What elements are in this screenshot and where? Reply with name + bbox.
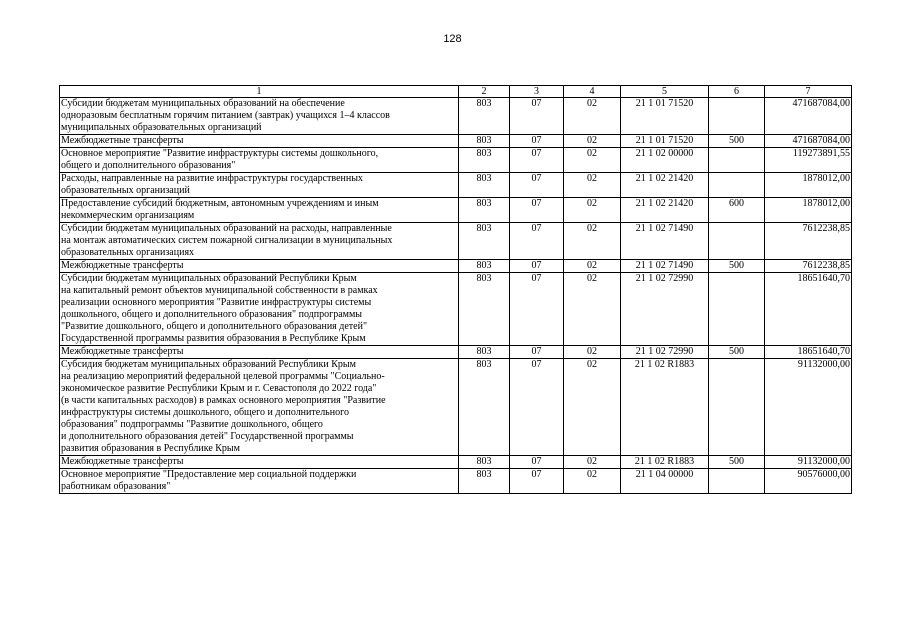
row-admin-code: 803: [459, 198, 510, 223]
table-row: [60, 359, 852, 456]
row-name: Межбюджетные трансферты: [60, 260, 459, 273]
row-target-article: 21 1 02 21420: [621, 198, 709, 223]
row-section: 07: [510, 359, 564, 456]
row-name: Расходы, направленные на развитие инфраструктуры государственных образовательных организаций: [60, 173, 459, 198]
row-subsection: 02: [564, 98, 621, 135]
row-target-article: 21 1 02 21420: [621, 173, 709, 198]
row-subsection: 02: [564, 260, 621, 273]
row-admin-code: 803: [459, 260, 510, 273]
row-amount: 1878012,00: [765, 173, 852, 198]
row-subsection: 02: [564, 456, 621, 469]
table-row: [60, 456, 852, 469]
row-admin-code: 803: [459, 223, 510, 260]
row-subsection: 02: [564, 198, 621, 223]
table-row: [60, 223, 852, 260]
row-amount: 18651640,70: [765, 346, 852, 359]
row-subsection: 02: [564, 173, 621, 198]
table-row: [60, 135, 852, 148]
table-row: [60, 198, 852, 223]
row-subsection: 02: [564, 359, 621, 456]
row-admin-code: 803: [459, 173, 510, 198]
row-amount: 18651640,70: [765, 273, 852, 346]
table-row: [60, 260, 852, 273]
row-target-article: 21 1 01 71520: [621, 98, 709, 135]
row-admin-code: 803: [459, 273, 510, 346]
row-admin-code: 803: [459, 359, 510, 456]
row-target-article: 21 1 02 71490: [621, 223, 709, 260]
row-name: Субсидии бюджетам муниципальных образований на расходы, направленные на монтаж автоматических систем пожарной сигнализации в муниципальных образовательных организациях: [60, 223, 459, 260]
row-name: Основное мероприятие "Развитие инфраструктуры системы дошкольного, общего и дополнительного образования": [60, 148, 459, 173]
row-subsection: 02: [564, 273, 621, 346]
row-admin-code: 803: [459, 135, 510, 148]
row-expense-type: 500: [709, 260, 765, 273]
row-expense-type: [709, 223, 765, 260]
row-expense-type: 500: [709, 346, 765, 359]
row-admin-code: 803: [459, 98, 510, 135]
row-section: 07: [510, 456, 564, 469]
row-expense-type: 600: [709, 198, 765, 223]
row-name: Субсидии бюджетам муниципальных образований Республики Крым на капитальный ремонт объектов муниципальной собственности в рамках реализации основного мероприятия "Развитие инфраструктуры системы дошкольного, общего и дополнительного образования" подпрограммы "Развитие дошкольного, общего и дополнительного образования детей" Государственной программы развития образования в Республике Крым: [60, 273, 459, 346]
row-section: 07: [510, 148, 564, 173]
table-row: [60, 98, 852, 135]
row-section: 07: [510, 273, 564, 346]
row-section: 07: [510, 135, 564, 148]
column-header-3: 3: [510, 86, 564, 98]
table-row: [60, 273, 852, 346]
row-section: 07: [510, 173, 564, 198]
row-name: Предоставление субсидий бюджетным, автономным учреждениям и иным некоммерческим организациям: [60, 198, 459, 223]
row-amount: 471687084,00: [765, 135, 852, 148]
row-subsection: 02: [564, 135, 621, 148]
row-name: Субсидия бюджетам муниципальных образований Республики Крым на реализацию мероприятий федеральной целевой программы "Социально- экономическое развитие Республики Крым и г. Севастополя до 2022 года" (в части капитальных расходов) в рамках основного мероприятия "Развитие инфраструктуры системы дошкольного, общего и дополнительного образования" подпрограммы "Развитие дошкольного, общего и дополнительного образования детей" Государственной программы развития образования в Республике Крым: [60, 359, 459, 456]
column-header-1: 1: [60, 86, 459, 98]
row-expense-type: 500: [709, 456, 765, 469]
row-section: 07: [510, 198, 564, 223]
row-target-article: 21 1 02 00000: [621, 148, 709, 173]
column-header-7: 7: [765, 86, 852, 98]
table-row: [60, 469, 852, 494]
column-header-4: 4: [564, 86, 621, 98]
row-subsection: 02: [564, 148, 621, 173]
table-row: [60, 148, 852, 173]
row-amount: 7612238,85: [765, 260, 852, 273]
row-amount: 1878012,00: [765, 198, 852, 223]
row-expense-type: 500: [709, 135, 765, 148]
row-expense-type: [709, 469, 765, 494]
column-header-2: 2: [459, 86, 510, 98]
row-expense-type: [709, 148, 765, 173]
row-amount: 7612238,85: [765, 223, 852, 260]
row-admin-code: 803: [459, 346, 510, 359]
row-target-article: 21 1 02 72990: [621, 346, 709, 359]
header-row: [60, 86, 852, 98]
column-header-6: 6: [709, 86, 765, 98]
row-section: 07: [510, 98, 564, 135]
page-number: 128: [443, 33, 462, 45]
row-name: Межбюджетные трансферты: [60, 456, 459, 469]
row-section: 07: [510, 260, 564, 273]
row-amount: 90576000,00: [765, 469, 852, 494]
budget-table: [59, 85, 852, 494]
row-target-article: 21 1 04 00000: [621, 469, 709, 494]
row-subsection: 02: [564, 346, 621, 359]
row-admin-code: 803: [459, 148, 510, 173]
row-target-article: 21 1 02 72990: [621, 273, 709, 346]
row-name: Межбюджетные трансферты: [60, 135, 459, 148]
row-expense-type: [709, 359, 765, 456]
row-name: Субсидии бюджетам муниципальных образований на обеспечение одноразовым бесплатным горячим питанием (завтрак) учащихся 1–4 классов муниципальных образовательных организаций: [60, 98, 459, 135]
row-subsection: 02: [564, 469, 621, 494]
table-row: [60, 346, 852, 359]
row-amount: 471687084,00: [765, 98, 852, 135]
row-expense-type: [709, 98, 765, 135]
row-target-article: 21 1 02 R1883: [621, 456, 709, 469]
row-section: 07: [510, 223, 564, 260]
row-target-article: 21 1 02 R1883: [621, 359, 709, 456]
row-name: Межбюджетные трансферты: [60, 346, 459, 359]
row-amount: 119273891,55: [765, 148, 852, 173]
row-target-article: 21 1 02 71490: [621, 260, 709, 273]
row-section: 07: [510, 469, 564, 494]
row-amount: 91132000,00: [765, 456, 852, 469]
row-expense-type: [709, 273, 765, 346]
row-admin-code: 803: [459, 469, 510, 494]
row-subsection: 02: [564, 223, 621, 260]
column-header-5: 5: [621, 86, 709, 98]
row-section: 07: [510, 346, 564, 359]
row-amount: 91132000,00: [765, 359, 852, 456]
table-row: [60, 173, 852, 198]
row-target-article: 21 1 01 71520: [621, 135, 709, 148]
row-admin-code: 803: [459, 456, 510, 469]
row-name: Основное мероприятие "Предоставление мер социальной поддержки работникам образования": [60, 469, 459, 494]
row-expense-type: [709, 173, 765, 198]
